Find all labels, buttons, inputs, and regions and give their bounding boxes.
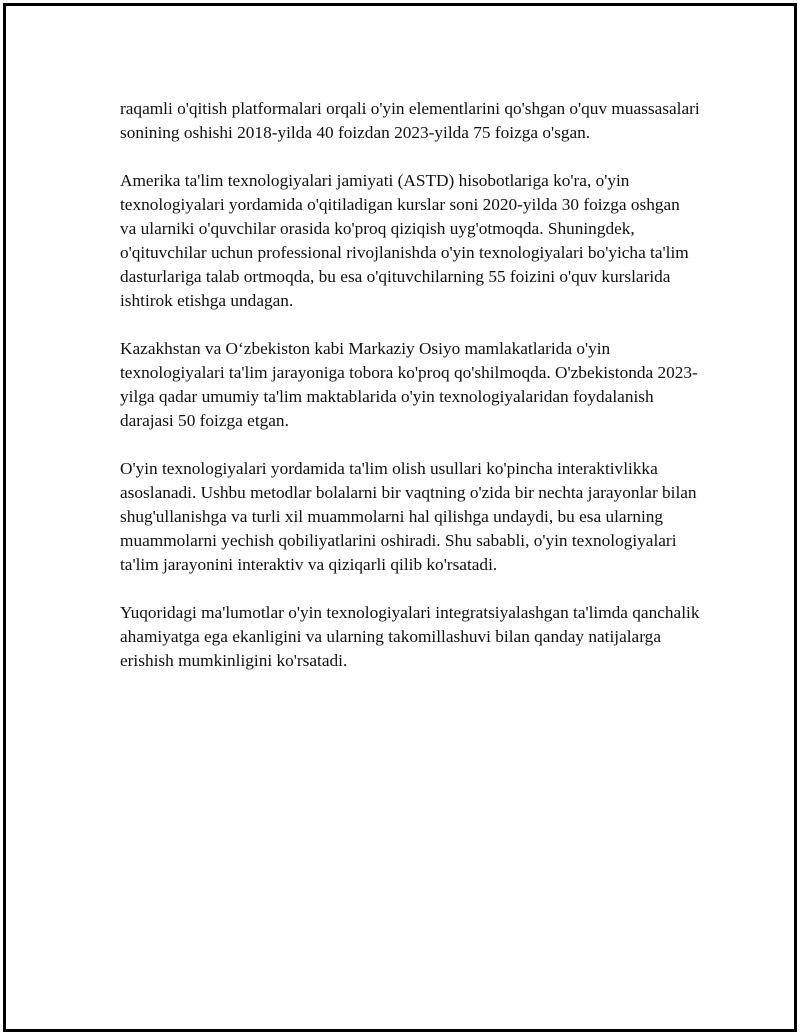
document-page (3, 3, 797, 1032)
paragraph-2: Amerika ta'lim texnologiyalari jamiyati (ASTD) hisobotlariga ko'ra, o'yin texnologiyalari yordamida o'qitiladigan kurslar soni 2020-yilda 30 foizga oshgan va ularniki o'quvchilar orasida ko'proq qiziqish uyg'otmoqda. Shuningdek, o'qituvchilar uchun professional rivojlanishda o'yin texnologiyalari bo'yicha ta'lim dasturlariga talab ortmoqda, bu esa o'qituvchilarning 55 foizini o'quv kurslarida ishtirok etishga undagan. (120, 171, 689, 310)
paragraph-3: Kazakhstan va O‘zbekiston kabi Markaziy Osiyo mamlakatlarida o'yin texnologiyalari ta'lim jarayoniga tobora ko'proq qo'shilmoqda. O'zbekistonda 2023-yilga qadar umumiy ta'lim maktablarida o'yin texnologiyalaridan foydalanish darajasi 50 foizga etgan. (120, 339, 698, 430)
paragraph-5: Yuqoridagi ma'lumotlar o'yin texnologiyalari integratsiyalashgan ta'limda qanchalik ahamiyatga ega ekanligini va ularning takomillashuvi bilan qanday natijalarga erishish mumkinligini ko'rsatadi. (120, 603, 700, 670)
paragraph-4: O'yin texnologiyalari yordamida ta'lim olish usullari ko'pincha interaktivlikka asoslanadi. Ushbu metodlar bolalarni bir vaqtning o'zida bir nechta jarayonlar bilan shug'ullanishga va turli xil muammolarni hal qilishga undaydi, bu esa ularning muammolarni yechish qobiliyatlarini oshiradi. Shu sababli, o'yin texnologiyalari ta'lim jarayonini interaktiv va qiziqarli qilib ko'rsatadi. (120, 459, 697, 574)
paragraph-1: raqamli o'qitish platformalari orqali o'yin elementlarini qo'shgan o'quv muassasalari sonining oshishi 2018-yilda 40 foizdan 2023-yilda 75 foizga o'sgan. (120, 99, 700, 142)
document-body (120, 97, 700, 697)
